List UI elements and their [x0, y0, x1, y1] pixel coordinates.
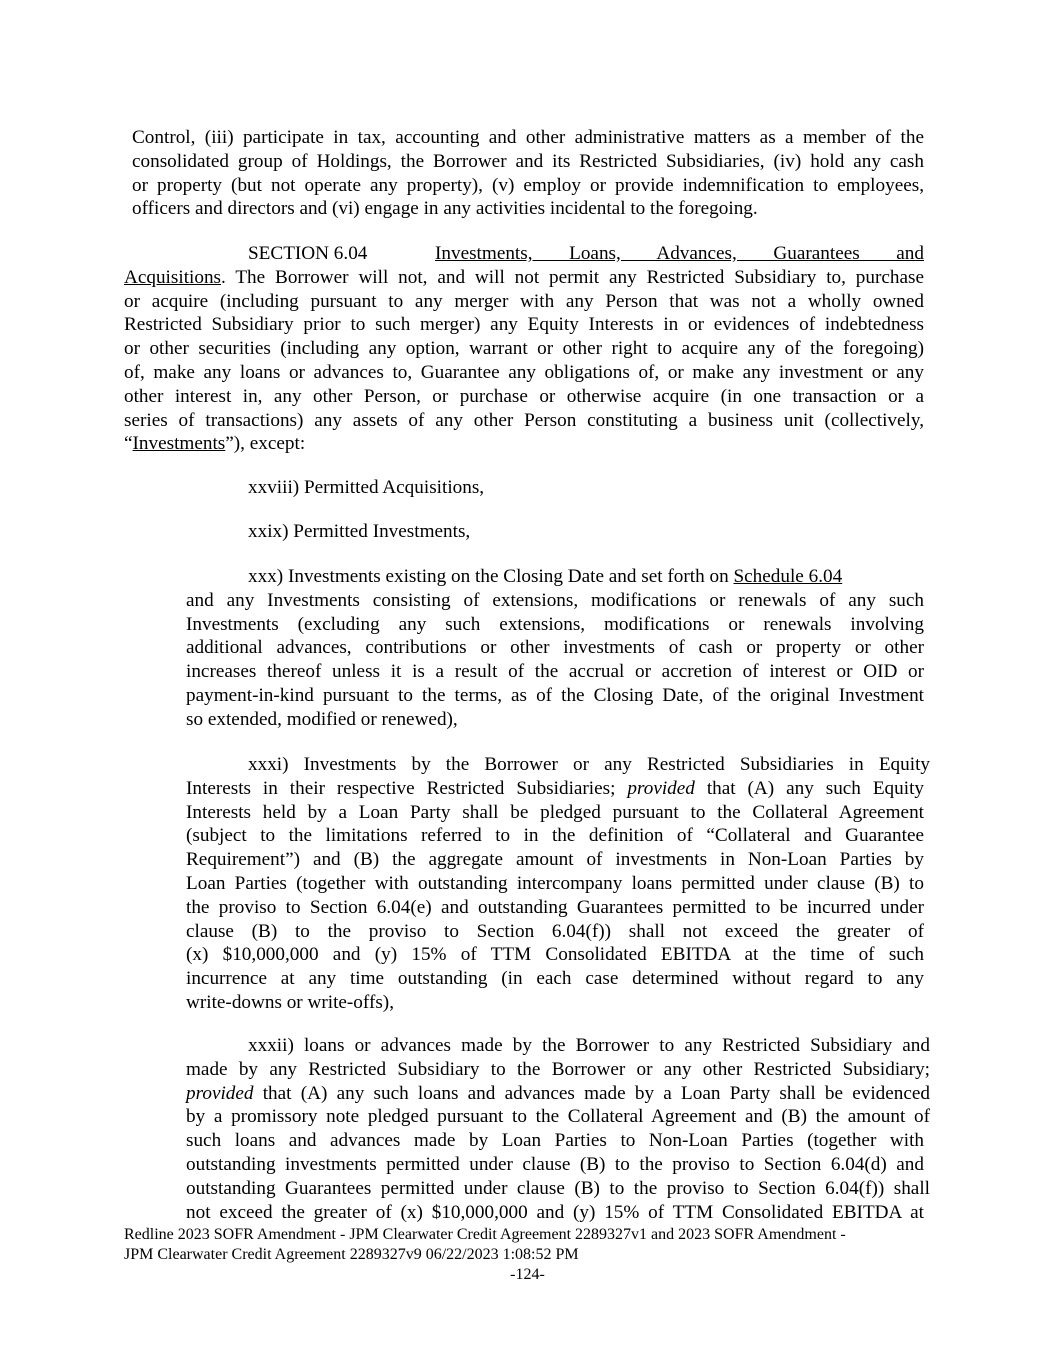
item-xxxi [186, 753, 930, 1015]
intro-line: Control, (iii) participate in tax, accounting and other administrative matters as a member of the [132, 127, 924, 148]
section-title: Investments, Loans, Advances, Guarantees and [435, 243, 924, 264]
item-line: such loans and advances made by Loan Parties to Non-Loan Parties (together with [186, 1130, 924, 1152]
document-footer [124, 1225, 924, 1264]
item-line: Investments (excluding any such extensions, modifications or renewals involving [186, 613, 924, 635]
provided-term: provided [627, 777, 695, 799]
item-line: not exceed the greater of (x) $10,000,000 and (y) 15% of TTM Consolidated EBITDA at [186, 1201, 924, 1223]
item-line: so extended, modified or renewed), [186, 708, 458, 730]
section-line: or other securities (including any option, warrant or other right to acquire any of the foregoing) [124, 338, 924, 360]
item-line: Requirement”) and (B) the aggregate amount of investments in Non-Loan Parties by [186, 849, 924, 871]
intro-paragraph [132, 126, 924, 221]
schedule-6-04-link: Schedule 6.04 [733, 566, 843, 587]
section-line: of, make any loans or advances to, Guarantee any obligations of, or make any investment or any [124, 361, 924, 383]
item-line: write-downs or write-offs), [186, 991, 394, 1013]
item-line: by a promissory note pledged pursuant to the Collateral Agreement and (B) the amount of [186, 1106, 930, 1128]
section-heading-line [124, 242, 924, 266]
section-line: other interest in, any other Person, or purchase or otherwise acquire (in one transaction or a [124, 385, 924, 407]
section-6-04-paragraph [124, 242, 924, 456]
item-line: xxxi) Investments by the Borrower or any Restricted Subsidiaries in Equity [248, 754, 930, 775]
item-line [186, 1082, 930, 1106]
item-line: payment-in-kind pursuant to the terms, as of the Closing Date, of the original Investment [186, 684, 924, 706]
section-line: or acquire (including pursuant to any merger with any Person that was not a wholly owned [124, 290, 924, 312]
section-line: series of transactions) any assets of any other Person constituting a business unit (collectively, [124, 409, 924, 431]
item-line: outstanding investments permitted under clause (B) to the proviso to Section 6.04(d) and [186, 1153, 924, 1175]
item-text: that (A) any such loans and advances made by a Loan Party shall be evidenced [253, 1082, 930, 1104]
item-line: incurrence at any time outstanding (in each case determined without regard to any [186, 968, 924, 990]
page-number: -124- [510, 1266, 545, 1283]
section-line [124, 432, 924, 456]
item-text: Interests in their respective Restricted Subsidiaries; [186, 777, 628, 799]
item-text: xxx) Investments existing on the Closing Date and set forth on [248, 566, 734, 587]
section-text: ”), except: [225, 433, 306, 455]
item-line: xxix) Permitted Investments, [248, 521, 471, 542]
item-line: xxviii) Permitted Acquisitions, [248, 477, 485, 498]
item-line: outstanding Guarantees permitted under clause (B) to the proviso to Section 6.04(f)) shall [186, 1177, 930, 1199]
item-line [186, 565, 924, 589]
item-line: made by any Restricted Subsidiary to the Borrower or any other Restricted Subsidiary; [186, 1058, 930, 1080]
defined-term-investments: Investments [132, 433, 226, 455]
item-xxx [186, 565, 924, 732]
intro-line: officers and directors and (vi) engage in any activities incidental to the foregoing. [132, 198, 758, 220]
item-xxxii [186, 1034, 930, 1224]
intro-line: consolidated group of Holdings, the Borrower and its Restricted Subsidiaries, (iv) hold any cash [132, 150, 924, 172]
item-text: that (A) any such Equity [694, 777, 925, 799]
item-line: (x) $10,000,000 and (y) 15% of TTM Consolidated EBITDA at the time of such [186, 944, 924, 966]
quote-open: “ [124, 433, 133, 455]
section-line: Restricted Subsidiary prior to such merger) any Equity Interests in or evidences of indebtedness [124, 314, 924, 336]
item-line [186, 777, 924, 801]
item-xxix [248, 520, 848, 544]
section-text: . The Borrower will not, and will not permit any Restricted Subsidiary to, purchase [221, 266, 924, 288]
provided-term: provided [186, 1082, 254, 1104]
section-title-cont: Acquisitions [124, 266, 222, 288]
item-line: Loan Parties (together with outstanding intercompany loans permitted under clause (B) to [186, 872, 924, 894]
item-line: Interests held by a Loan Party shall be pledged pursuant to the Collateral Agreement [186, 801, 924, 823]
section-line [124, 266, 924, 290]
item-line: additional advances, contributions or other investments of cash or property or other [186, 637, 924, 659]
item-line: increases thereof unless it is a result of the accrual or accretion of interest or OID or [186, 661, 924, 683]
item-line: (subject to the limitations referred to in the definition of “Collateral and Guarantee [186, 825, 924, 847]
section-number: SECTION 6.04 [248, 243, 368, 264]
item-line: xxxii) loans or advances made by the Borrower to any Restricted Subsidiary and [248, 1035, 930, 1056]
item-line: and any Investments consisting of extensions, modifications or renewals of any such [186, 589, 924, 611]
item-line: the proviso to Section 6.04(e) and outstanding Guarantees permitted to be incurred under [186, 896, 924, 918]
footer-line: JPM Clearwater Credit Agreement 2289327v9 06/22/2023 1:08:52 PM [124, 1245, 579, 1263]
item-line: clause (B) to the proviso to Section 6.04(f)) shall not exceed the greater of [186, 920, 924, 942]
intro-line: or property (but not operate any property), (v) employ or provide indemnification to employees, [132, 174, 924, 196]
footer-line: Redline 2023 SOFR Amendment - JPM Clearwater Credit Agreement 2289327v1 and 2023 SOFR Amendment - [124, 1226, 846, 1243]
item-xxviii [248, 476, 848, 500]
